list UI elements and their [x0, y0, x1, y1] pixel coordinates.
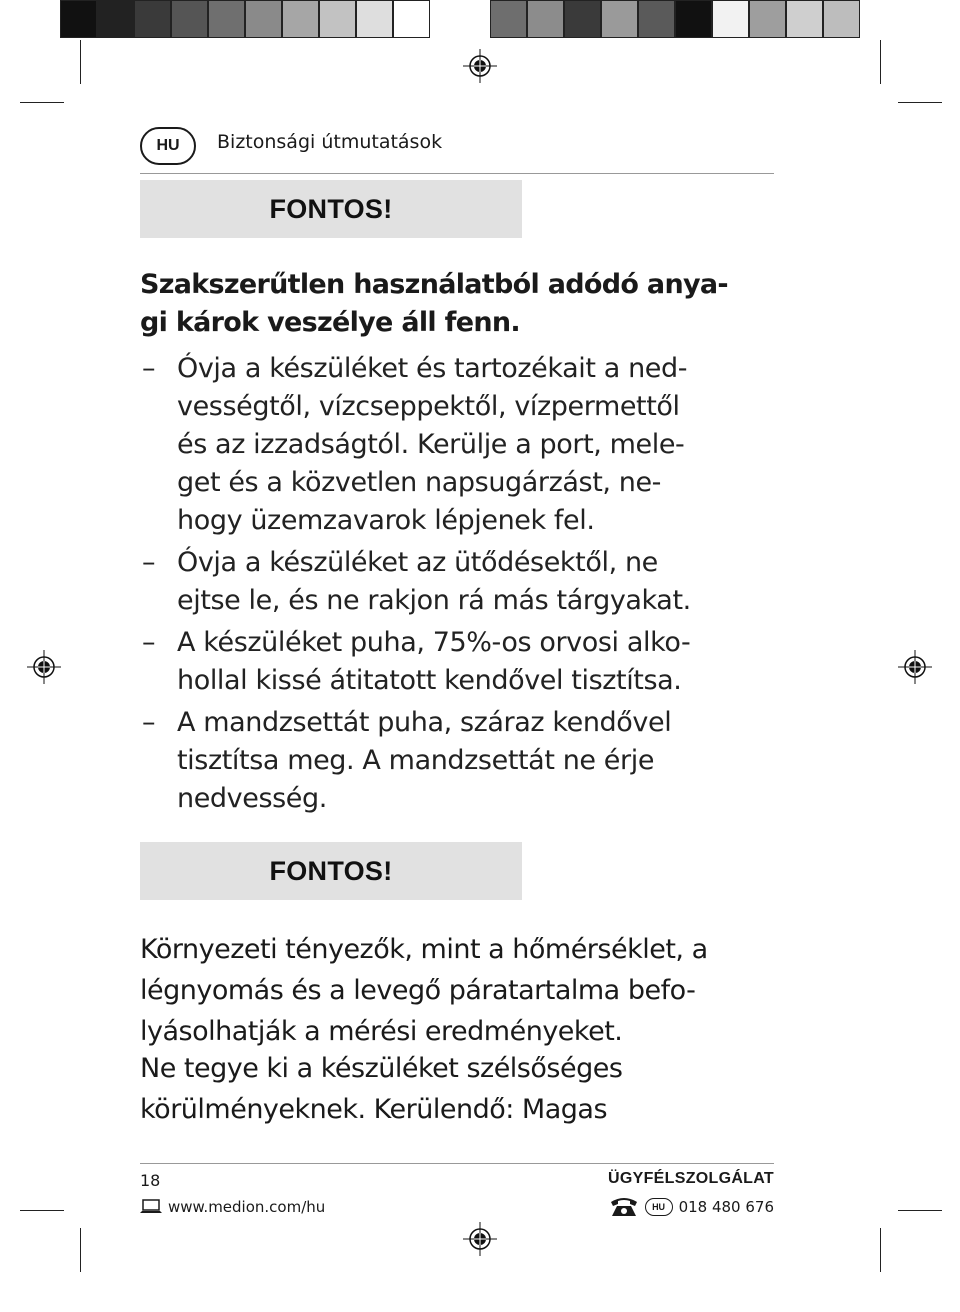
color-swatch [97, 0, 134, 38]
crop-mark [898, 1210, 942, 1211]
extreme-conditions-paragraph [140, 1048, 790, 1130]
list-item-line: hollal kissé átitatott kendővel tisztítsa. [177, 665, 682, 696]
paragraph-line: körülményeknek. Kerülendő: Magas [140, 1094, 608, 1125]
color-swatch [749, 0, 786, 38]
color-swatch [786, 0, 823, 38]
list-item-line: ejtse le, és ne rakjon rá más tárgyakat. [177, 585, 691, 616]
registration-mark-icon [898, 650, 932, 684]
dash-bullet-icon: – [142, 707, 156, 738]
color-swatch [675, 0, 712, 38]
page-number: 18 [140, 1171, 161, 1190]
list-item-line: Óvja a készüléket az ütődésektől, ne [177, 547, 658, 578]
crop-mark [80, 1228, 81, 1272]
crop-mark [80, 40, 81, 84]
color-swatch [208, 0, 245, 38]
list-item [140, 624, 780, 700]
list-item-line: és az izzadságtól. Kerülje a port, mele- [177, 429, 685, 460]
telephone-icon [609, 1196, 639, 1218]
color-swatch [527, 0, 564, 38]
warning-heading [140, 266, 780, 342]
color-swatch [319, 0, 356, 38]
crop-mark [880, 40, 881, 84]
color-swatch [393, 0, 430, 38]
registration-mark-icon [27, 650, 61, 684]
crop-mark [880, 1228, 881, 1272]
dash-bullet-icon: – [142, 547, 156, 578]
crop-mark [20, 102, 64, 103]
notice-box: FONTOS! [140, 842, 522, 900]
header-divider [140, 173, 774, 174]
color-bar-right [490, 0, 860, 38]
support-phone [609, 1196, 774, 1218]
color-swatch [490, 0, 527, 38]
list-item [140, 350, 780, 540]
paragraph-line: Ne tegye ki a készüléket szélsőséges [140, 1053, 623, 1084]
warning-heading-line: gi károk veszélye áll fenn. [140, 307, 520, 338]
list-item-line: vességtől, vízcseppektől, vízpermettől [177, 391, 680, 422]
section-title: Biztonsági útmutatások [217, 131, 443, 153]
paragraph-line: légnyomás és a levegő páratartalma befo- [140, 975, 696, 1006]
website-link[interactable] [140, 1198, 325, 1216]
phone-language-badge: HU [645, 1198, 673, 1216]
list-item-line: nedvesség. [177, 783, 327, 814]
support-title: ÜGYFÉLSZOLGÁLAT [608, 1170, 774, 1187]
notice-box: FONTOS! [140, 180, 522, 238]
website-url[interactable]: www.medion.com/hu [168, 1198, 326, 1216]
list-item [140, 544, 780, 620]
list-item-line: A mandzsettát puha, száraz kendővel [177, 707, 672, 738]
warning-list [140, 350, 780, 822]
dash-bullet-icon: – [142, 353, 156, 384]
color-swatch [356, 0, 393, 38]
color-swatch [171, 0, 208, 38]
list-item-line: hogy üzemzavarok lépjenek fel. [177, 505, 595, 536]
laptop-icon [140, 1199, 162, 1215]
color-swatch [564, 0, 601, 38]
color-swatch [712, 0, 749, 38]
color-swatch [638, 0, 675, 38]
phone-number: 018 480 676 [678, 1198, 774, 1216]
environment-paragraph [140, 929, 790, 1052]
color-swatch [134, 0, 171, 38]
footer-divider [140, 1163, 774, 1164]
list-item-line: Óvja a készüléket és tartozékait a ned- [177, 353, 688, 384]
list-item-line: get és a közvetlen napsugárzást, ne- [177, 467, 662, 498]
language-badge: HU [140, 127, 196, 165]
color-swatch [601, 0, 638, 38]
color-swatch [245, 0, 282, 38]
list-item-line: A készüléket puha, 75%-os orvosi alko- [177, 627, 691, 658]
crop-mark [898, 102, 942, 103]
color-bar-left [60, 0, 430, 38]
dash-bullet-icon: – [142, 627, 156, 658]
list-item-line: tisztítsa meg. A mandzsettát ne érje [177, 745, 655, 776]
crop-mark [20, 1210, 64, 1211]
registration-mark-icon [463, 1222, 497, 1256]
paragraph-line: lyásolhatják a mérési eredményeket. [140, 1016, 623, 1047]
paragraph-line: Környezeti tényezők, mint a hőmérséklet, a [140, 934, 708, 965]
color-swatch [60, 0, 97, 38]
warning-heading-line: Szakszerűtlen használatból adódó anya- [140, 269, 728, 300]
color-swatch [282, 0, 319, 38]
color-swatch [823, 0, 860, 38]
registration-mark-icon [463, 49, 497, 83]
list-item [140, 704, 780, 818]
